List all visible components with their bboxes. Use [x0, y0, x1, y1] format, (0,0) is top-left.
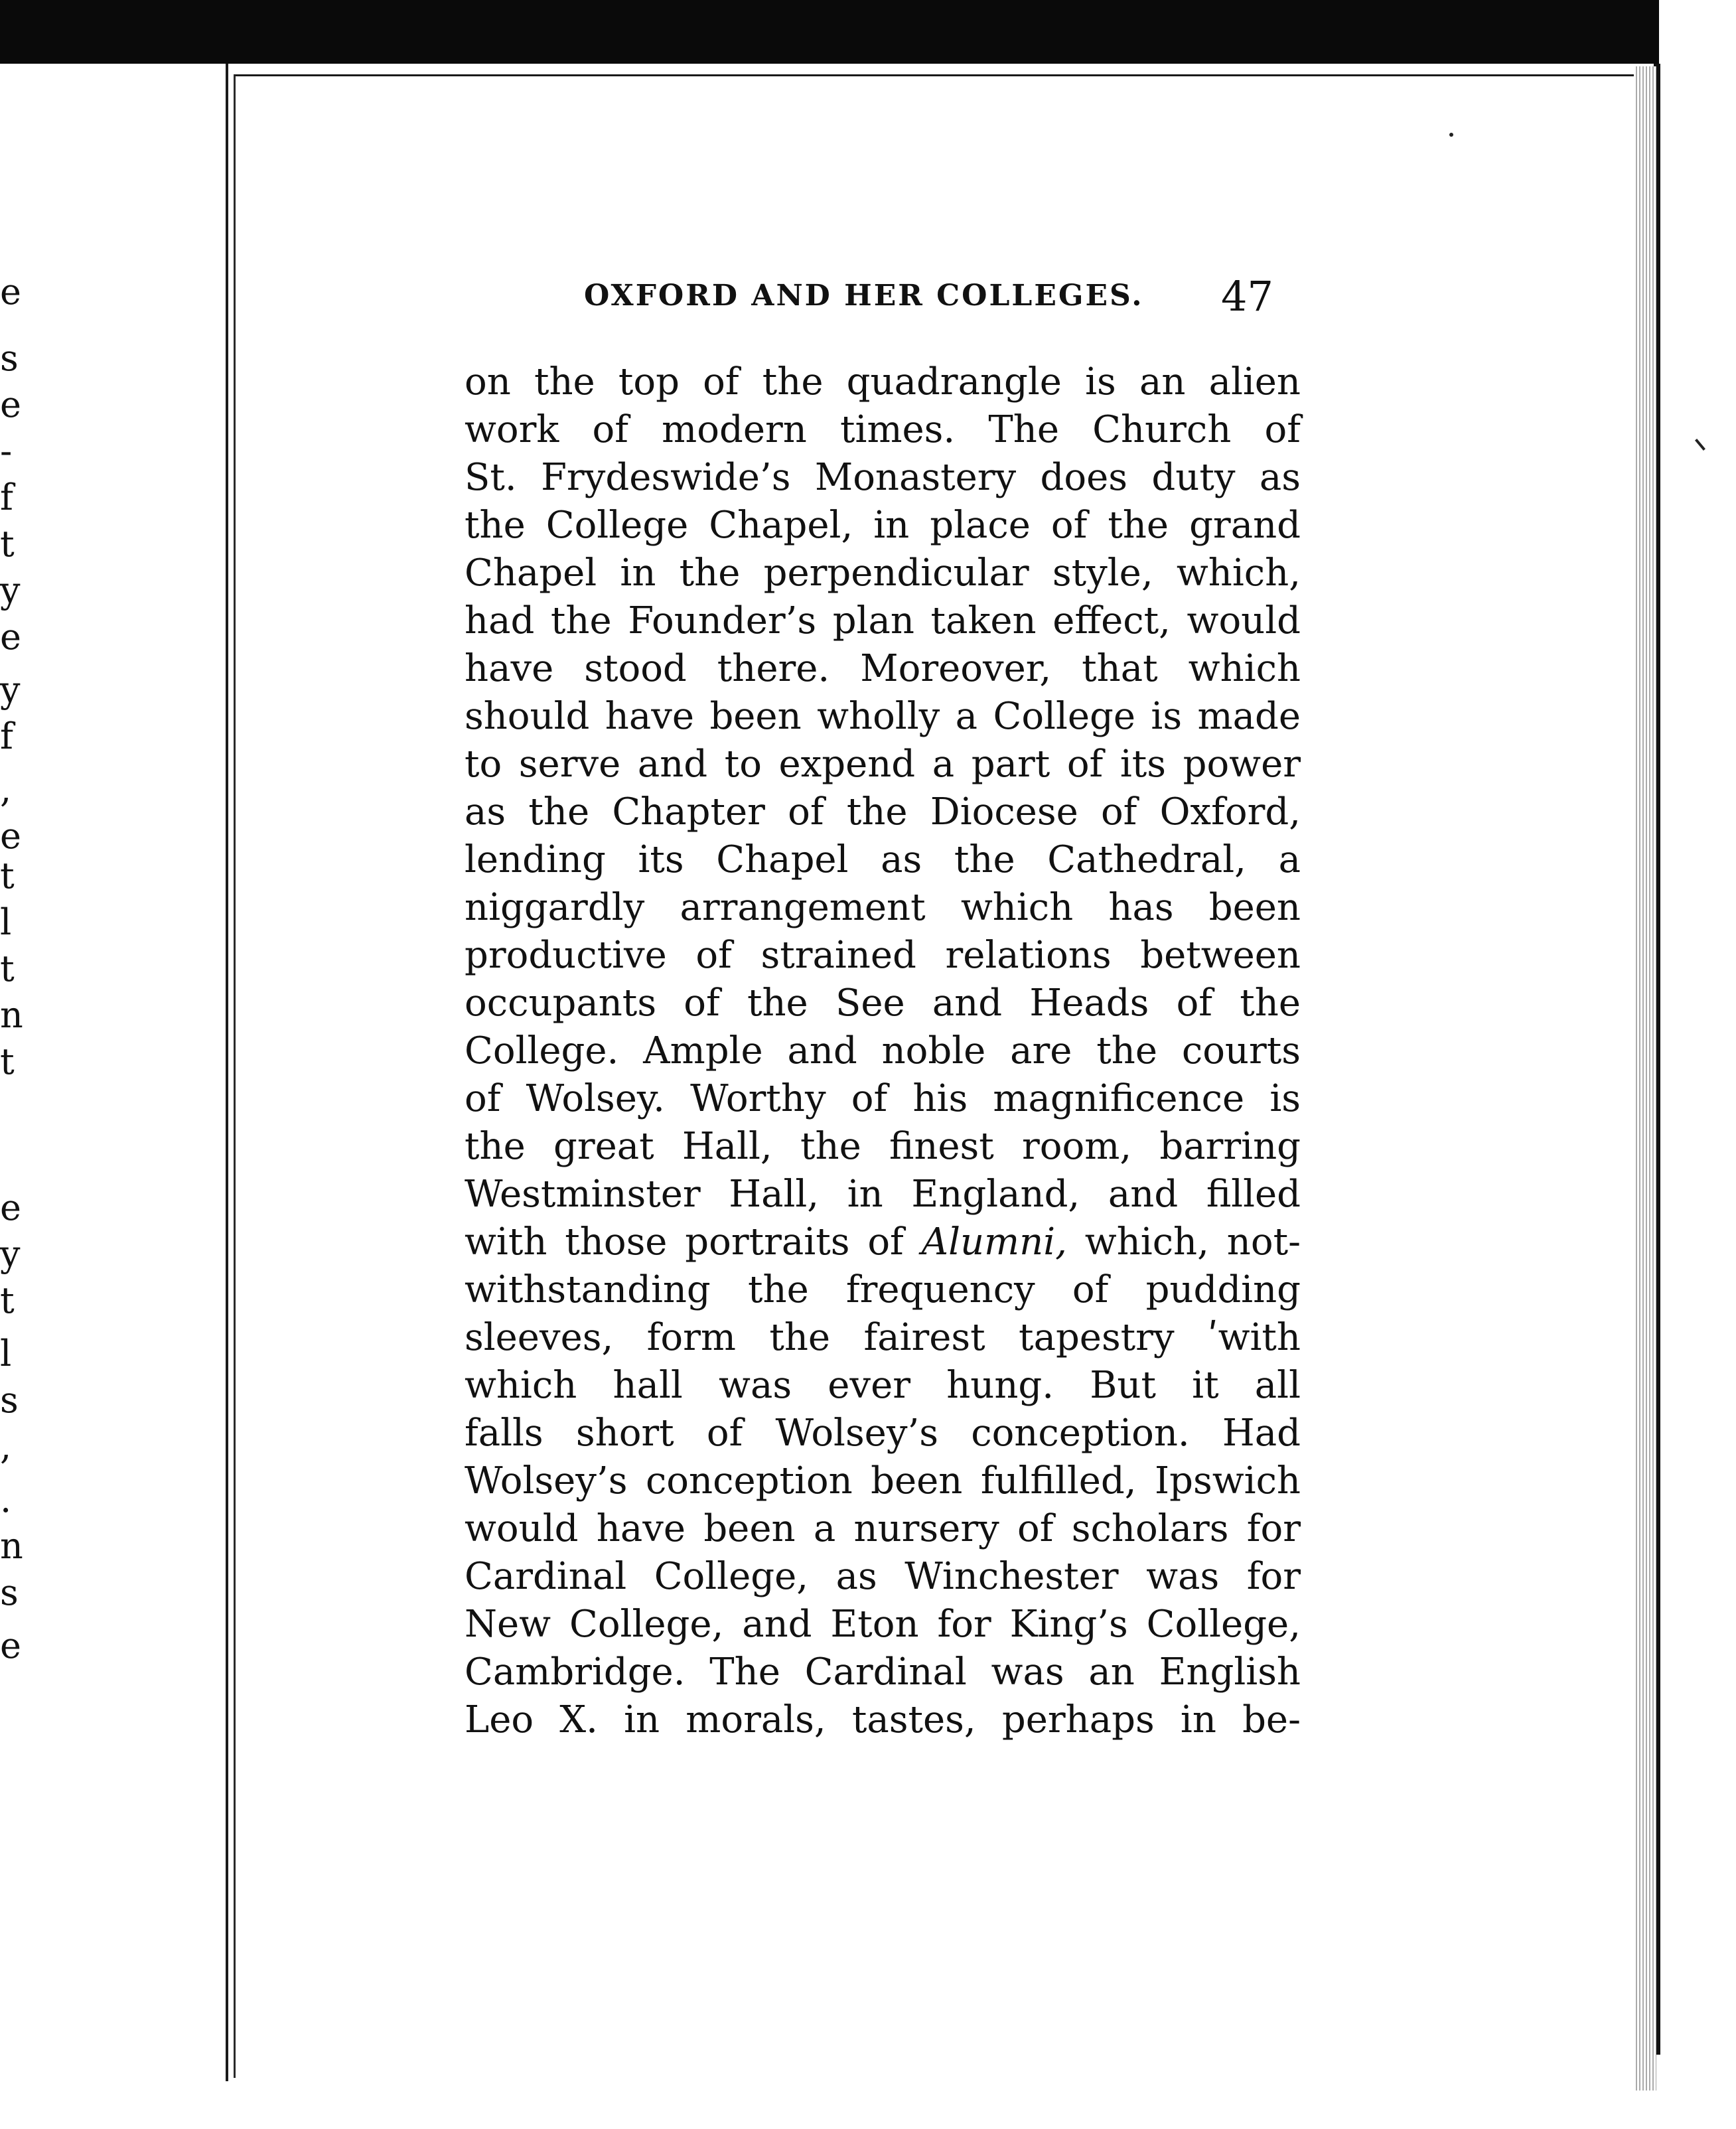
facing-page-letter: n	[0, 1525, 23, 1567]
page-stack-edge	[1634, 66, 1656, 2091]
facing-page-letter: t	[0, 948, 15, 990]
facing-page-letter: y	[0, 1233, 21, 1275]
facing-page-letter: l	[0, 1333, 12, 1374]
body-line: Chapel in the perpendicular style, which,	[465, 551, 1301, 595]
facing-page-letter: e	[0, 616, 21, 658]
facing-page-letter: t	[0, 1280, 15, 1321]
body-line: St. Frydeswide’s Monastery does duty as	[465, 456, 1301, 499]
facing-page-letter: e	[0, 384, 21, 425]
body-line: productive of strained relations between	[465, 934, 1301, 977]
body-line: College. Ample and noble are the courts	[465, 1029, 1301, 1072]
facing-page-letter: s	[0, 337, 19, 379]
facing-page-letter: ,	[0, 1426, 12, 1467]
facing-page-letter: s	[0, 1379, 19, 1421]
facing-page-letter: f	[0, 715, 13, 757]
facing-page-letter: s	[0, 1572, 19, 1613]
facing-page-letter: e	[0, 1187, 21, 1228]
body-line: on the top of the quadrangle is an alien	[465, 360, 1301, 404]
body-line: should have been wholly a College is made	[465, 695, 1301, 738]
body-line: occupants of the See and Heads of the	[465, 982, 1301, 1025]
body-line: falls short of Wolsey’s conception. Had	[465, 1412, 1301, 1455]
body-line: the great Hall, the finest room, barring	[465, 1125, 1301, 1168]
facing-page-letter: n	[0, 994, 23, 1036]
facing-page-letter: y	[0, 569, 21, 611]
body-line: Wolsey’s conception been fulfilled, Ipswich	[465, 1459, 1301, 1503]
body-line: had the Founder’s plan taken effect, would	[465, 599, 1301, 642]
scanner-top-border	[0, 0, 1736, 64]
page-number: 47	[1221, 272, 1273, 321]
body-line: would have been a nursery of scholars for	[465, 1507, 1301, 1550]
italic-word: Alumni,	[921, 1220, 1067, 1264]
facing-page-letter: e	[0, 815, 21, 857]
body-line: Cambridge. The Cardinal was an English	[465, 1651, 1301, 1694]
body-line: work of modern times. The Church of	[465, 408, 1301, 451]
body-line: have stood there. Moreover, that which	[465, 647, 1301, 690]
facing-page-letter: l	[0, 901, 12, 943]
body-line: Cardinal College, as Winchester was for	[465, 1555, 1301, 1598]
facing-page-letter: f	[0, 477, 13, 518]
body-line: the College Chapel, in place of the grand	[465, 504, 1301, 547]
running-head	[584, 272, 1287, 332]
body-text	[465, 358, 1301, 1744]
body-line: which hall was ever hung. But it all	[465, 1364, 1301, 1407]
running-head-title: OXFORD AND HER COLLEGES.	[584, 279, 1144, 313]
facing-page-letter: ,	[0, 769, 12, 810]
facing-page-letter: t	[0, 1041, 15, 1082]
facing-page-letter: t	[0, 523, 15, 565]
body-line: niggardly arrangement which has been	[465, 886, 1301, 929]
body-line: with those portraits of Alumni, which, not-	[465, 1220, 1301, 1264]
body-line: lending its Chapel as the Cathedral, a	[465, 838, 1301, 881]
body-line: Leo X. in morals, tastes, perhaps in be-	[465, 1698, 1301, 1741]
scanner-right-margin	[1659, 0, 1736, 2129]
facing-page-letter: .	[0, 1479, 12, 1520]
body-line: sleeves, form the fairest tapestry ʹwith	[465, 1316, 1301, 1359]
body-line: withstanding the frequency of pudding	[465, 1268, 1301, 1311]
facing-page-letter: -	[0, 430, 13, 472]
body-line: New College, and Eton for King’s College,	[465, 1603, 1301, 1646]
facing-page-letters	[0, 64, 27, 2081]
facing-page-letter: t	[0, 855, 15, 897]
facing-page-letter: y	[0, 669, 21, 711]
scan-speck	[1449, 133, 1453, 137]
body-line: to serve and to expend a part of its power	[465, 743, 1301, 786]
facing-page-fragment	[0, 64, 228, 2081]
facing-page-letter: e	[0, 1625, 21, 1666]
body-line: as the Chapter of the Diocese of Oxford,	[465, 790, 1301, 834]
facing-page-letter: e	[0, 271, 21, 313]
body-line: of Wolsey. Worthy of his magnificence is	[465, 1077, 1301, 1120]
body-line: Westminster Hall, in England, and filled	[465, 1173, 1301, 1216]
